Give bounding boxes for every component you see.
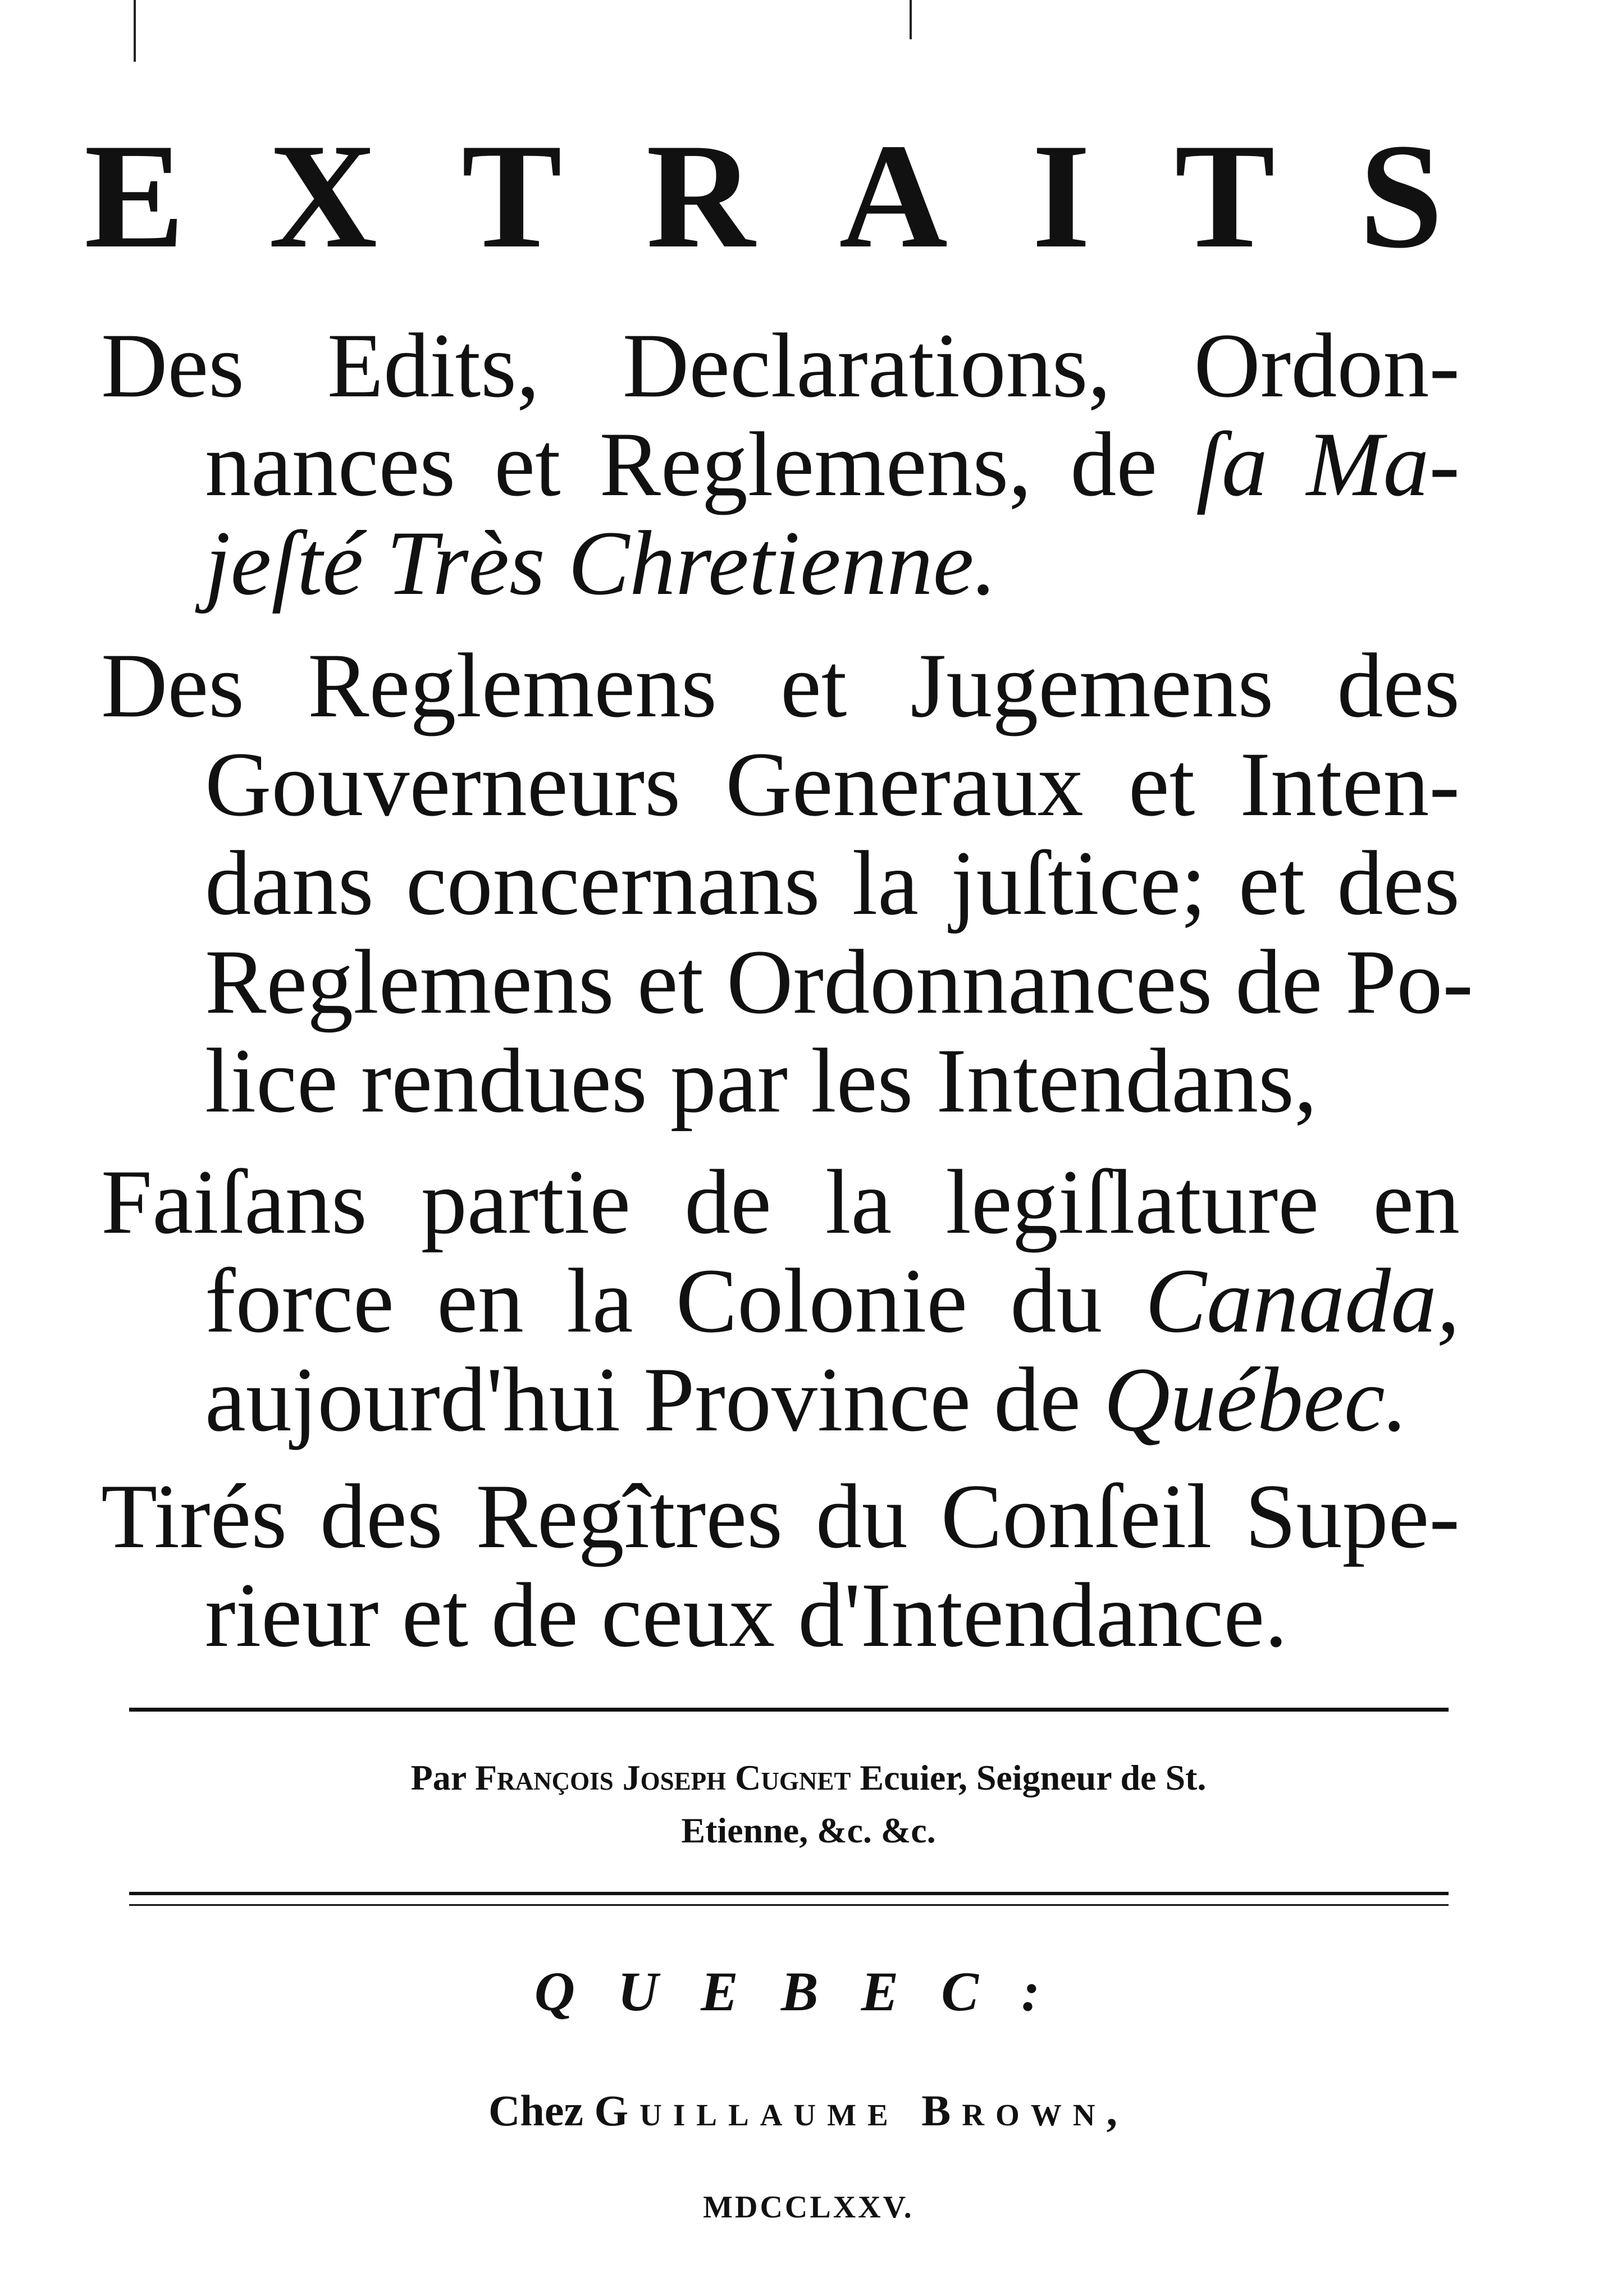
binding-mark-left bbox=[134, 0, 136, 62]
italic-run: ſa Ma- bbox=[1196, 414, 1460, 515]
text-run: nances et Reglemens, de bbox=[205, 414, 1196, 515]
title-letter: R bbox=[646, 112, 755, 279]
printer-prefix: Chez bbox=[488, 2086, 583, 2135]
title-letter: E bbox=[84, 112, 185, 279]
title-letter: S bbox=[1359, 112, 1443, 279]
author-line-1 bbox=[0, 1751, 1617, 1804]
text-line: dans concernans la juſtice; et des bbox=[205, 833, 1460, 934]
italic-run: Québec. bbox=[1103, 1349, 1408, 1451]
author-statement bbox=[0, 1751, 1617, 1857]
text-line: rieur et de ceux d'Intendance. bbox=[205, 1565, 1288, 1666]
text-run: aujourd'hui Province de bbox=[205, 1349, 1104, 1451]
text-line: jeſté Très Chretienne. bbox=[205, 513, 997, 614]
author-by: Par bbox=[410, 1758, 466, 1798]
paragraph-reglemens bbox=[101, 635, 1473, 1134]
text-run: force en la Colonie du bbox=[205, 1250, 1145, 1352]
title-letter: A bbox=[839, 112, 948, 279]
italic-run: Canada, bbox=[1145, 1250, 1460, 1352]
text-line bbox=[101, 1250, 1460, 1354]
text-line bbox=[101, 414, 1460, 518]
divider-rule-double-a bbox=[129, 1892, 1449, 1895]
text-line: Tirés des Regîtres du Conſeil Supe- bbox=[101, 1466, 1460, 1567]
paragraph-faisans bbox=[101, 1151, 1460, 1453]
binding-mark-center bbox=[910, 0, 912, 39]
text-line: lice rendues par les Intendans, bbox=[205, 1030, 1317, 1132]
paragraph-tires bbox=[101, 1466, 1460, 1668]
author-title: Ecuier, Seigneur de St. bbox=[860, 1758, 1207, 1798]
imprint-printer bbox=[0, 2085, 1617, 2136]
divider-rule-double-b bbox=[129, 1904, 1449, 1906]
author-name: François Joseph Cugnet bbox=[475, 1758, 851, 1798]
text-line: Des Reglemens et Jugemens des bbox=[101, 635, 1460, 737]
title-letter: I bbox=[1031, 112, 1091, 279]
paragraph-edits bbox=[101, 315, 1460, 616]
title-letter: T bbox=[462, 112, 562, 279]
text-line: Faiſans partie de la legiſlature en bbox=[101, 1151, 1460, 1253]
text-line: Reglemens et Ordonnances de Po- bbox=[205, 931, 1473, 1033]
text-line: Des Edits, Declarations, Ordon- bbox=[101, 315, 1460, 417]
imprint-date: MDCCLXXV. bbox=[703, 2190, 914, 2225]
main-title bbox=[84, 112, 1443, 279]
text-line bbox=[101, 1349, 1460, 1453]
author-line-2: Etienne, &c. &c. bbox=[681, 1810, 936, 1850]
printer-name: Guillaume Brown, bbox=[594, 2086, 1129, 2135]
imprint-city: QUEBEC: bbox=[534, 1960, 1083, 2023]
divider-rule-top bbox=[129, 1708, 1449, 1712]
title-letter: X bbox=[268, 112, 378, 279]
text-line: Gouverneurs Generaux et Inten- bbox=[205, 734, 1460, 835]
title-letter: T bbox=[1175, 112, 1275, 279]
